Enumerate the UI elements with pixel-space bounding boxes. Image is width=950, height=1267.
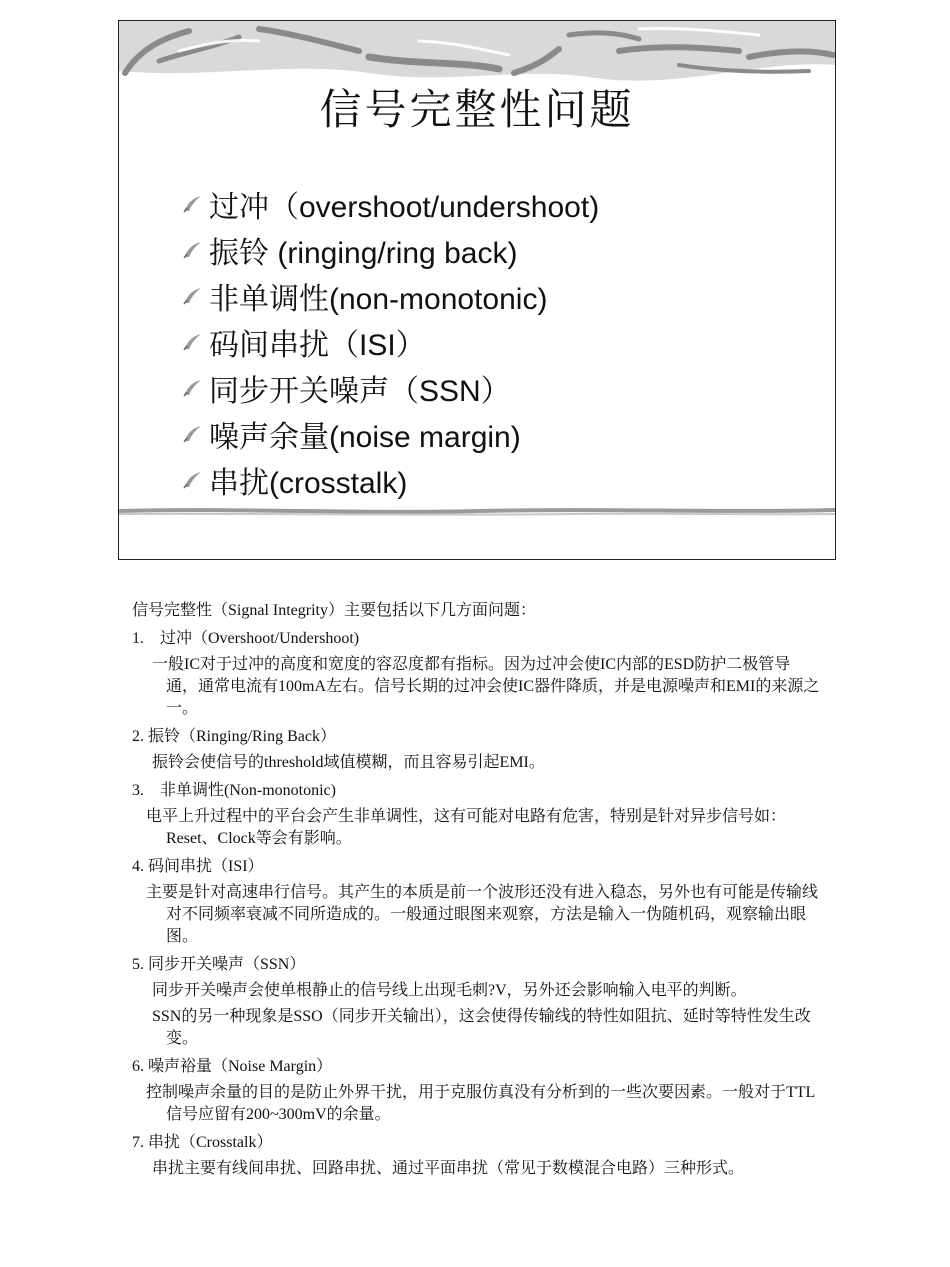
slide-title: 信号完整性问题 <box>319 85 635 134</box>
slide-bullet-item <box>181 319 599 365</box>
quill-bullet-icon <box>181 331 203 353</box>
quill-bullet-icon <box>181 469 203 491</box>
slide-bullet-item <box>181 411 599 457</box>
slide-bullet-text: 噪声余量(noise margin) <box>209 421 521 454</box>
notes-paragraph: 串扰主要有线间串扰、回路串扰、通过平面串扰（常见于数模混合电路）三种形式。 <box>152 1160 745 1177</box>
slide-bullet-text: 码间串扰（ISI） <box>209 329 426 362</box>
slide-bullet-list <box>181 181 599 503</box>
slide-bullet-text: 过冲（overshoot/undershoot) <box>209 191 600 224</box>
notes-intro: 信号完整性（Signal Integrity）主要包括以下几方面问题： <box>132 602 536 619</box>
brush-stroke-footer-line <box>119 505 835 519</box>
speaker-notes <box>132 600 822 1180</box>
notes-section-heading: 1. 过冲（Overshoot/Undershoot) <box>132 630 360 647</box>
quill-bullet-icon <box>181 377 203 399</box>
slide-bullet-text: 振铃 (ringing/ring back) <box>209 237 518 270</box>
quill-bullet-icon <box>181 423 203 445</box>
quill-bullet-icon <box>181 239 203 261</box>
notes-paragraph: 电平上升过程中的平台会产生非单调性，这有可能对电路有危害，特别是针对异步信号如：Reset、Clock等会有影响。 <box>146 808 787 847</box>
slide-bullet-item <box>181 365 599 411</box>
notes-paragraph: 同步开关噪声会使单根静止的信号线上出现毛刺?V，另外还会影响输入电平的判断。 <box>152 982 747 999</box>
quill-bullet-icon <box>181 193 203 215</box>
slide-bullet-item <box>181 227 599 273</box>
slide-bullet-text: 同步开关噪声（SSN） <box>209 375 511 408</box>
slide-bullet-item <box>181 181 599 227</box>
slide-bullet-text: 非单调性(non-monotonic) <box>209 283 548 316</box>
notes-section-heading: 5. 同步开关噪声（SSN） <box>132 956 306 973</box>
notes-paragraph: 一般IC对于过冲的高度和宽度的容忍度都有指标。因为过冲会使IC内部的ESD防护二极管导通，通常电流有100mA左右。信号长期的过冲会使IC器件降质，并是电源噪声和EMI的来源之一。 <box>152 656 820 717</box>
notes-paragraph: 主要是针对高速串行信号。其产生的本质是前一个波形还没有进入稳态，另外也有可能是传输线对不同频率衰减不同所造成的。一般通过眼图来观察，方法是输入一伪随机码，观察输出眼图。 <box>146 884 819 945</box>
notes-section-heading: 2. 振铃（Ringing/Ring Back） <box>132 728 337 745</box>
notes-paragraph: 振铃会使信号的threshold域值模糊，而且容易引起EMI。 <box>152 754 545 771</box>
notes-paragraph: 控制噪声余量的目的是防止外界干扰，用于克服仿真没有分析到的一些次要因素。一般对于TTL信号应留有200~300mV的余量。 <box>146 1084 816 1123</box>
notes-section-heading: 3. 非单调性(Non-monotonic) <box>132 782 336 799</box>
notes-section-heading: 4. 码间串扰（ISI） <box>132 858 264 875</box>
quill-bullet-icon <box>181 285 203 307</box>
slide-bullet-text: 串扰(crosstalk) <box>209 467 408 500</box>
slide-frame <box>118 20 836 560</box>
notes-section-heading: 6. 噪声裕量（Noise Margin） <box>132 1058 333 1075</box>
notes-section-heading: 7. 串扰（Crosstalk） <box>132 1134 273 1151</box>
slide-bullet-item <box>181 273 599 319</box>
slide-bullet-item <box>181 457 599 503</box>
notes-paragraph: SSN的另一种现象是SSO（同步开关输出），这会使得传输线的特性如阻抗、延时等特性发生改变。 <box>152 1008 811 1047</box>
